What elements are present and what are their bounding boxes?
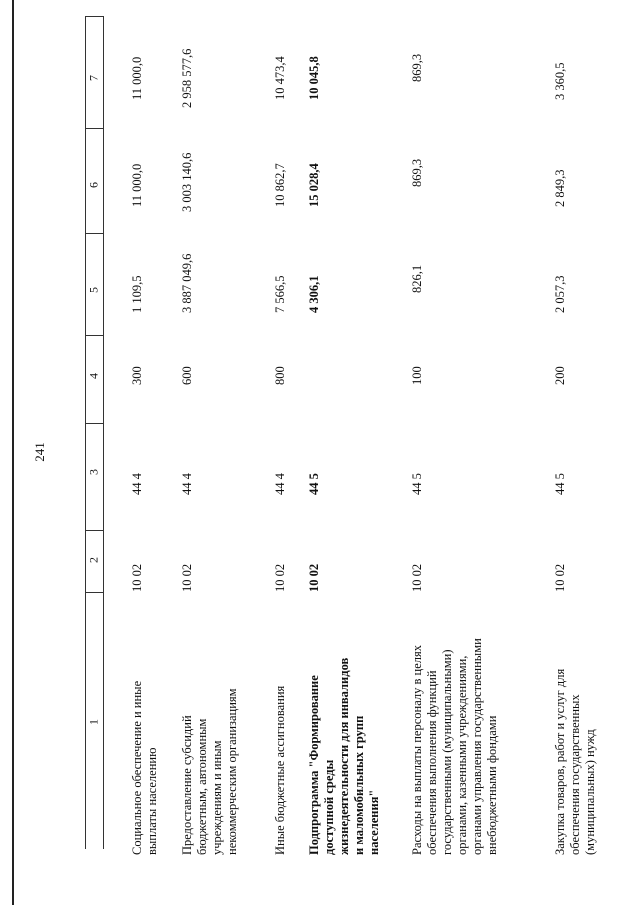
header-sep (85, 530, 103, 531)
table-border-top (85, 16, 103, 17)
row-v7: 2 958 577,6 (180, 48, 194, 108)
row-name: Подпрограмма "Формирование доступной среды жизнедеятельности для инвалидов и маломобильных групп населения" (307, 657, 381, 855)
header-sep (85, 233, 103, 234)
row-csr: 44 4 (273, 473, 287, 495)
row-csr: 44 4 (130, 473, 144, 495)
row-vr: 600 (180, 366, 194, 385)
row-v6: 15 028,4 (307, 163, 321, 207)
row-csr: 44 5 (553, 473, 567, 495)
row-v6: 10 862,7 (273, 163, 287, 207)
row-rz: 10 02 (307, 563, 321, 592)
row-vr: 800 (273, 366, 287, 385)
row-rz: 10 02 (180, 563, 194, 592)
row-v7: 10 473,4 (273, 56, 287, 100)
row-csr: 44 5 (307, 473, 321, 495)
row-v5: 1 109,5 (130, 275, 144, 313)
header-col-5: 5 (86, 287, 101, 293)
header-sep (85, 128, 103, 129)
row-name: Закупка товаров, работ и услуг для обеспечения государственных (муниципальных) нужд (553, 668, 597, 855)
row-v7: 11 000,0 (130, 56, 144, 100)
header-col-7: 7 (86, 75, 101, 81)
row-name: Предоставление субсидий бюджетным, автономным учреждениям и иным некоммерческим организациям (180, 688, 239, 855)
header-col-4: 4 (86, 373, 101, 379)
row-v5: 826,1 (410, 264, 424, 293)
row-name: Расходы на выплаты персоналу в целях обеспечения выполнения функций государственными (муниципальными) органами, казенными учреждениями, органами управления государственными внебюджетными фондами (410, 638, 499, 855)
row-v7: 869,3 (410, 53, 424, 82)
header-col-6: 6 (86, 182, 101, 188)
row-v6: 3 003 140,6 (180, 152, 194, 212)
row-v5: 4 306,1 (307, 275, 321, 313)
row-csr: 44 4 (180, 473, 194, 495)
row-v5: 7 566,5 (273, 275, 287, 313)
header-sep (85, 592, 103, 593)
row-v6: 11 000,0 (130, 163, 144, 207)
row-csr: 44 5 (410, 473, 424, 495)
row-rz: 10 02 (273, 563, 287, 592)
row-vr: 200 (553, 366, 567, 385)
row-v5: 3 887 049,6 (180, 253, 194, 313)
page-number: 241 (32, 442, 47, 462)
row-name: Социальное обеспечение и иные выплаты населению (130, 680, 159, 855)
row-v6: 869,3 (410, 158, 424, 187)
row-rz: 10 02 (410, 563, 424, 592)
row-v6: 2 849,3 (553, 169, 567, 207)
row-vr: 100 (410, 366, 424, 385)
row-rz: 10 02 (130, 563, 144, 592)
header-sep (85, 335, 103, 336)
table-border-header (103, 16, 104, 849)
header-col-3: 3 (86, 469, 101, 475)
row-rz: 10 02 (553, 563, 567, 592)
header-col-2: 2 (86, 557, 101, 563)
row-v7: 3 360,5 (553, 62, 567, 100)
row-name: Иные бюджетные ассигнования (273, 685, 287, 855)
row-vr: 300 (130, 366, 144, 385)
header-sep (85, 423, 103, 424)
row-v7: 10 045,8 (307, 56, 321, 100)
row-v5: 2 057,3 (553, 275, 567, 313)
header-col-1: 1 (86, 719, 101, 725)
